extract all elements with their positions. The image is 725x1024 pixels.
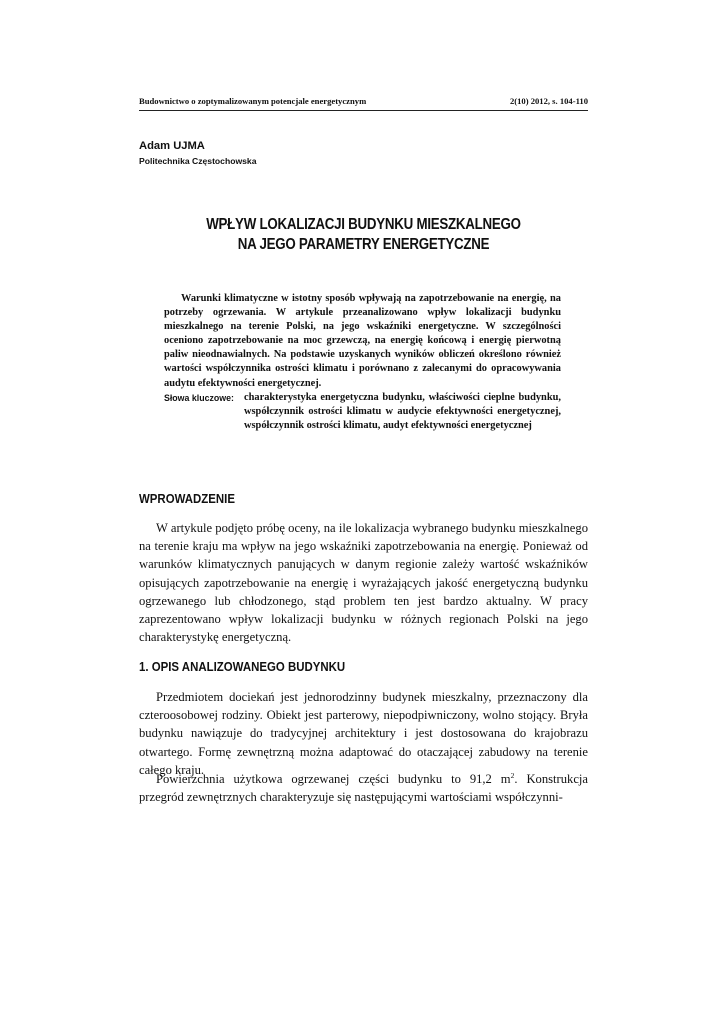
- section1-paragraph-1: Przedmiotem dociekań jest jednorodzinny budynek mieszkalny, przeznaczony dla czteroosobowej rodziny. Obiekt jest parterowy, niepodpiwniczony, wolno stojący. Bryła budynku nawiązuje do tradycyjnej architektury i jest dostosowana do krajobrazu otwartego. Formę zewnętrzną można adaptować do otaczającej zabudowy na terenie całego kraju.: [139, 690, 588, 777]
- paper-title: [170, 215, 556, 255]
- section-heading-intro: WPROWADZENIE: [139, 491, 235, 506]
- intro-paragraph: W artykule podjęto próbę oceny, na ile lokalizacja wybranego budynku mieszkalnego na terenie kraju ma wpływ na jego wskaźniki zapotrzebowania na energię. Ponieważ od warunków klimatycznych panujących w danym regionie zależy wartość wskaźników opisujących zapotrzebowanie na energię i wyrażających jakość energetyczną budynku ogrzewanego lub chłodzonego, stąd problem ten jest bardzo aktualny. W pracy zaprezentowano wpływ lokalizacji budynku w różnych regionach Polski na jego charakterystykę energetyczną.: [139, 521, 588, 645]
- abstract: Warunki klimatyczne w istotny sposób wpływają na zapotrzebowanie na energię, na potrzeby ogrzewania. W artykule przeanalizowano wpływ lokalizacji budynku mieszkalnego na terenie Polski, na jego wskaźniki energetyczne. W szczególności oceniono zapotrzebowanie na moc grzewczą, na energię końcową i energię pierwotną paliw nieodnawialnych. Na podstawie uzyskanych wyników obliczeń określono również wartości współczynnika ostrości klimatu i porównano z zalecanymi do opracowywania audytu efektywności energetycznej.: [164, 293, 561, 389]
- title-line-1: WPŁYW LOKALIZACJI BUDYNKU MIESZKALNEGO: [206, 216, 521, 233]
- section1-paragraph-2: [139, 770, 588, 806]
- keywords-text: charakterystyka energetyczna budynku, właściwości cieplne budynku, współczynnik ostrości klimatu w audycie efektywności energetycznej, współczynnik ostrości klimatu, audyt efektywności energetycznej: [244, 392, 561, 432]
- author-name: Adam UJMA: [139, 140, 205, 152]
- header-rule: [139, 110, 588, 111]
- keywords: [164, 391, 561, 433]
- area-unit-superscript: 2: [510, 770, 515, 780]
- paragraph2-text-end: . Konstrukcja przegród zewnętrznych charakteryzuje się następującymi wartościami współczynni-: [139, 772, 589, 805]
- issue-pages: 2(10) 2012, s. 104-110: [509, 96, 588, 106]
- title-line-2: NA JEGO PARAMETRY ENERGETYCZNE: [237, 236, 490, 253]
- journal-name: Budownictwo o zoptymalizowanym potencjale energetycznym: [139, 96, 367, 106]
- paragraph2-text-start: Powierzchnia użytkowa ogrzewanej części budynku to 91,2 m: [156, 772, 511, 786]
- keywords-label: Słowa kluczowe:: [164, 393, 234, 403]
- author-affiliation: Politechnika Częstochowska: [139, 156, 257, 166]
- running-header: [139, 96, 588, 106]
- section-heading-1: 1. OPIS ANALIZOWANEGO BUDYNKU: [139, 659, 346, 674]
